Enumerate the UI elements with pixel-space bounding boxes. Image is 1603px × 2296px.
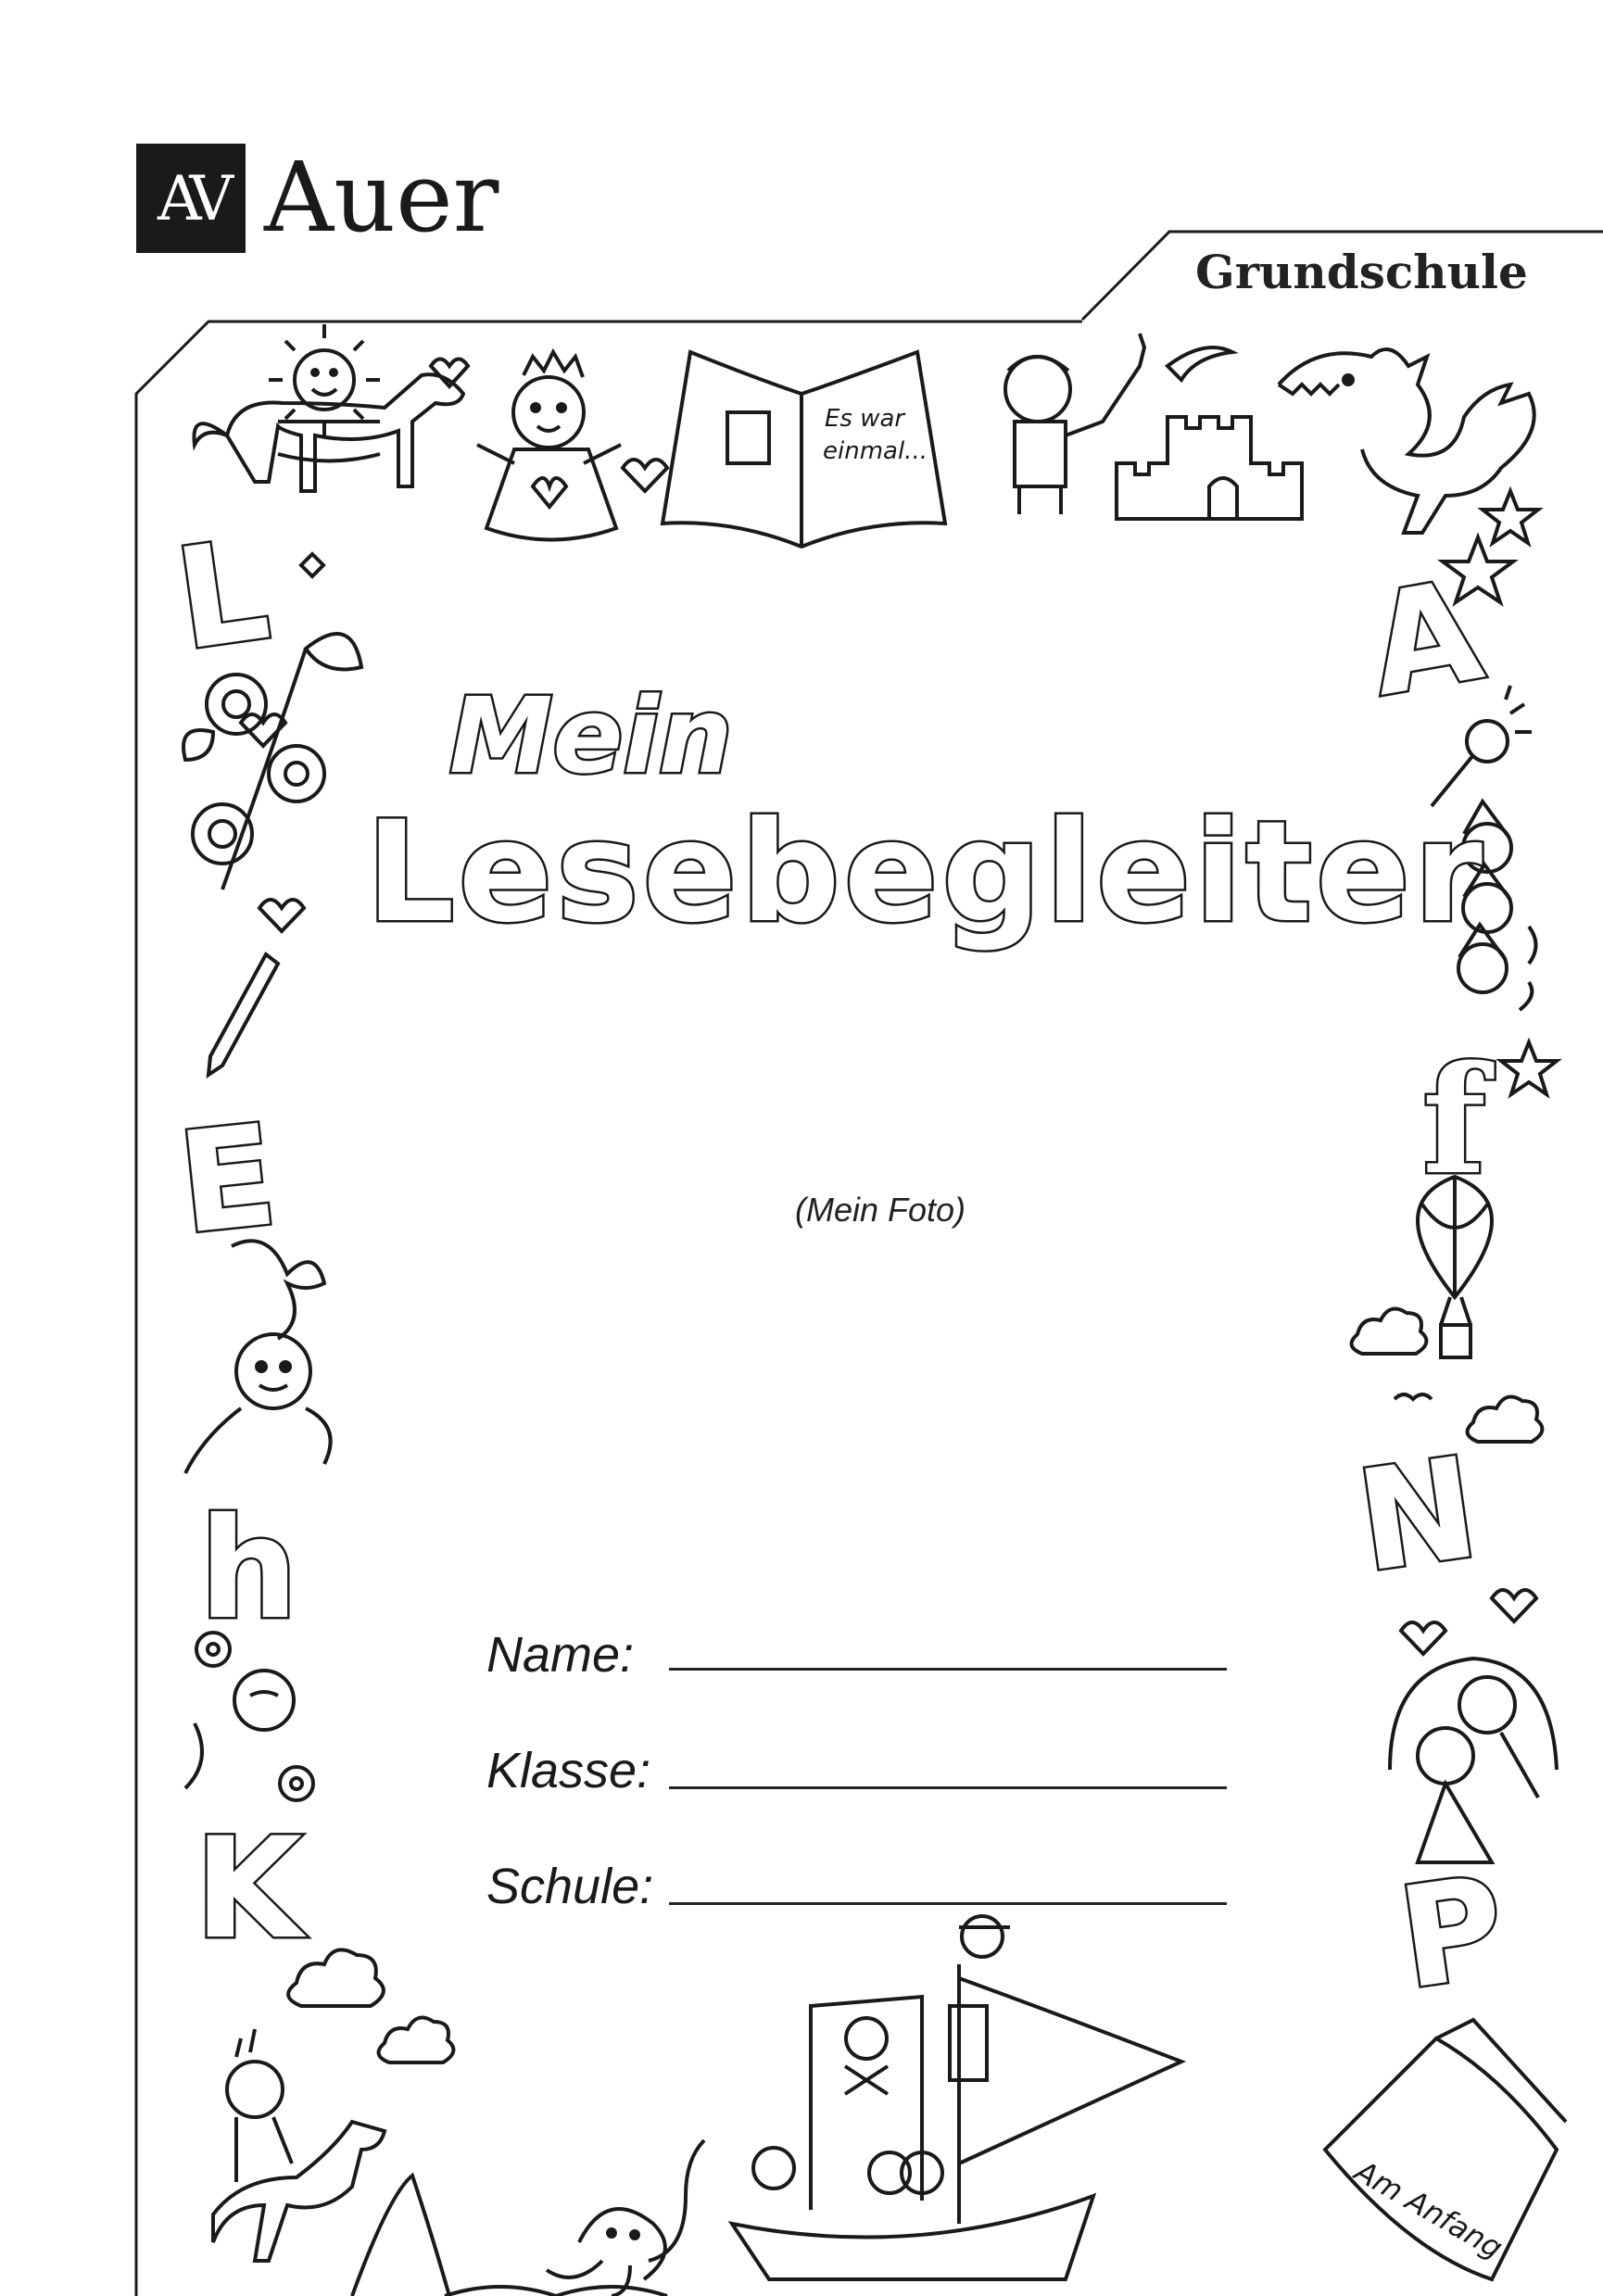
title-line-2: Lesebegleiter bbox=[366, 792, 1486, 953]
monkey-palm-icon bbox=[185, 1241, 331, 1473]
pirate-ship-icon bbox=[732, 1916, 1181, 2279]
class-field-label: Klasse: bbox=[486, 1743, 651, 1798]
hot-air-balloon-icon bbox=[1352, 1177, 1543, 1442]
border-letter-left-1: L bbox=[167, 510, 278, 682]
border-letter-right-2: f bbox=[1422, 1033, 1486, 1207]
open-book-bottom-icon bbox=[1325, 2020, 1566, 2279]
children-swing-icon bbox=[1390, 1659, 1557, 1862]
border-letter-right-3: N bbox=[1348, 1427, 1487, 1604]
hearts-right-icon bbox=[1401, 1590, 1536, 1654]
school-field-line[interactable] bbox=[669, 1902, 1227, 1905]
publisher-logo-mark bbox=[136, 144, 246, 253]
dragon-icon bbox=[1279, 349, 1534, 533]
series-tab-label: Grundschule bbox=[1195, 245, 1528, 299]
mountain-landscape-icon bbox=[352, 2176, 667, 2296]
book-doodle-bottom-text: Am Anfang bbox=[1349, 2153, 1509, 2266]
knight-boy-icon bbox=[1005, 334, 1144, 514]
princess-icon bbox=[477, 352, 621, 540]
book-doodle-line2: einmal... bbox=[823, 437, 928, 465]
frog-flower-icon bbox=[185, 1633, 313, 1800]
border-letter-left-4: K bbox=[195, 1809, 303, 1970]
publisher-logo-mark-text: AV bbox=[157, 162, 225, 234]
pencil-icon bbox=[208, 954, 278, 1075]
sun-icon bbox=[269, 324, 380, 435]
school-field-label: Schule: bbox=[486, 1859, 654, 1914]
border-letter-left-2: E bbox=[171, 1095, 284, 1266]
class-field-line[interactable] bbox=[669, 1786, 1227, 1789]
page-frame-line bbox=[136, 322, 1082, 2296]
name-field-label: Name: bbox=[486, 1627, 635, 1683]
book-doodle-line1: Es war bbox=[825, 405, 905, 433]
cloud-icon bbox=[288, 1949, 453, 2063]
publisher-name: Auer bbox=[264, 141, 499, 254]
border-letter-right-1: A bbox=[1358, 549, 1493, 728]
photo-placeholder-label: (Mein Foto) bbox=[795, 1191, 966, 1229]
octopus-icon bbox=[547, 2140, 704, 2296]
border-letter-left-3: h bbox=[199, 1489, 298, 1650]
open-book-icon bbox=[663, 352, 945, 547]
title-line-1: Mein bbox=[449, 676, 733, 797]
castle-icon bbox=[1117, 347, 1302, 519]
border-letter-right-4: P bbox=[1390, 1847, 1514, 2021]
rider-horse-icon bbox=[213, 2029, 385, 2261]
name-field-line[interactable] bbox=[669, 1668, 1227, 1671]
